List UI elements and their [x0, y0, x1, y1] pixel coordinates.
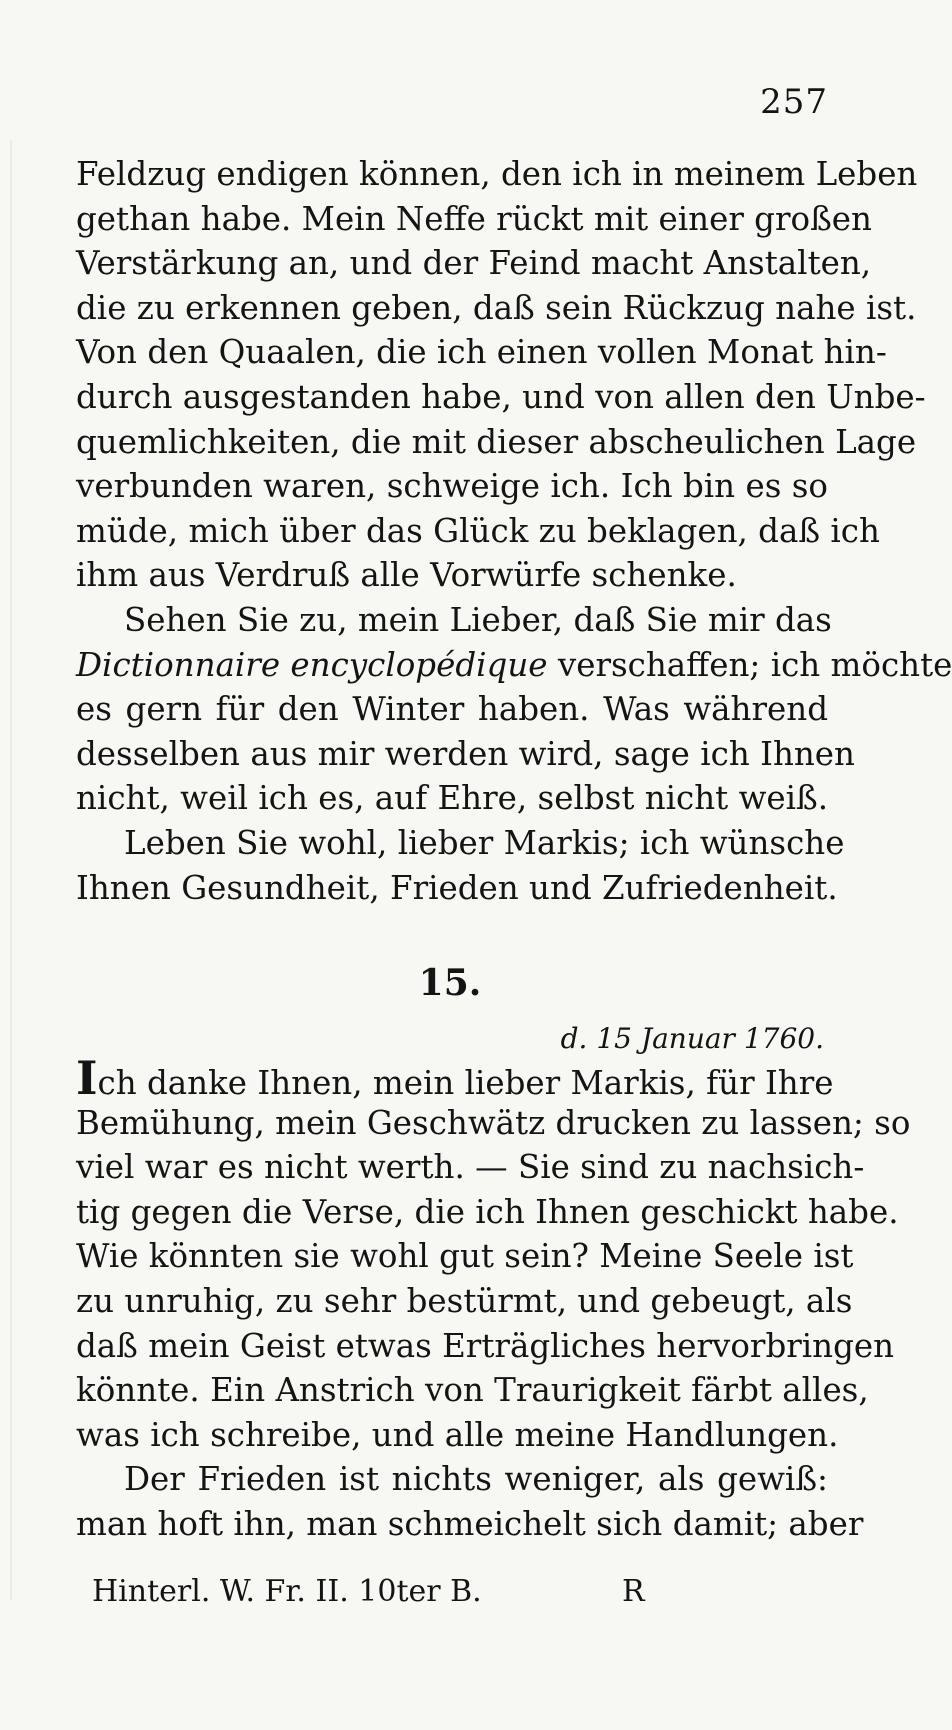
text-line: müde, mich über das Glück zu beklagen, daß ich — [76, 511, 880, 550]
text-line: die zu erkennen geben, daß sein Rückzug nahe ist. — [76, 288, 917, 327]
text-line: durch ausgestanden habe, und von allen den Unbe- — [76, 377, 926, 416]
text-line: quemlichkeiten, die mit dieser abscheulichen Lage — [76, 422, 917, 461]
text-line: Verstärkung an, und der Feind macht Anstalten, — [76, 244, 872, 283]
text-line — [76, 643, 952, 688]
letter-date: d. 15 Januar 1760. — [560, 1022, 824, 1055]
text-line: Bemühung, mein Geschwätz drucken zu lassen; so — [76, 1103, 911, 1142]
text-line: Ihnen Gesundheit, Frieden und Zufriedenheit. — [76, 868, 838, 907]
text-line: tig gegen die Verse, die ich Ihnen geschickt habe. — [76, 1192, 899, 1231]
text-line: daß mein Geist etwas Erträgliches hervorbringen — [76, 1326, 895, 1365]
letter-number: 15. — [418, 962, 482, 1004]
italic-title: Dictionnaire encyclopédique — [76, 645, 548, 684]
text-line: zu unruhig, zu sehr bestürmt, und gebeugt, als — [76, 1281, 853, 1320]
text-line: man hoft ihn, man schmeichelt sich damit; aber — [76, 1504, 864, 1543]
text-line: Sehen Sie zu, mein Lieber, daß Sie mir das — [124, 600, 832, 639]
text-line: Ich danke Ihnen, mein lieber Markis, für Ihre — [76, 1051, 834, 1105]
text-line: gethan habe. Mein Neffe rückt mit einer großen — [76, 199, 872, 238]
text-line: Leben Sie wohl, lieber Markis; ich wünsche — [124, 823, 845, 862]
text-fragment: verschaffen; ich möchte — [547, 645, 952, 684]
text-line: Von den Quaalen, die ich einen vollen Monat hin- — [76, 333, 887, 372]
page-fold-shadow — [10, 140, 12, 1600]
text-line: verbunden waren, schweige ich. Ich bin es so — [76, 467, 828, 506]
text-line: Wie könnten sie wohl gut sein? Meine Seele ist — [76, 1237, 854, 1276]
text-line: desselben aus mir werden wird, sage ich Ihnen — [76, 734, 855, 773]
text-line: viel war es nicht werth. — Sie sind zu nachsich- — [76, 1148, 865, 1187]
page-number: 257 — [760, 82, 828, 122]
signature-line: Hinterl. W. Fr. II. 10ter B. — [92, 1574, 482, 1609]
text-line: Der Frieden ist nichts weniger, als gewiß: — [124, 1460, 828, 1499]
text-line: es gern für den Winter haben. Was während — [76, 690, 828, 729]
text-line: ihm aus Verdruß alle Vorwürfe schenke. — [76, 556, 737, 595]
body-text-top — [76, 152, 952, 910]
text-line: was ich schreibe, und alle meine Handlungen. — [76, 1415, 839, 1454]
sheet-mark: R — [622, 1574, 645, 1609]
text-line: Feldzug endigen können, den ich in meinem Leben — [76, 155, 918, 193]
text-line: nicht, weil ich es, auf Ehre, selbst nicht weiß. — [76, 779, 829, 818]
text-line: könnte. Ein Anstrich von Traurigkeit färbt alles, — [76, 1371, 869, 1410]
body-text-letter — [76, 1051, 911, 1547]
